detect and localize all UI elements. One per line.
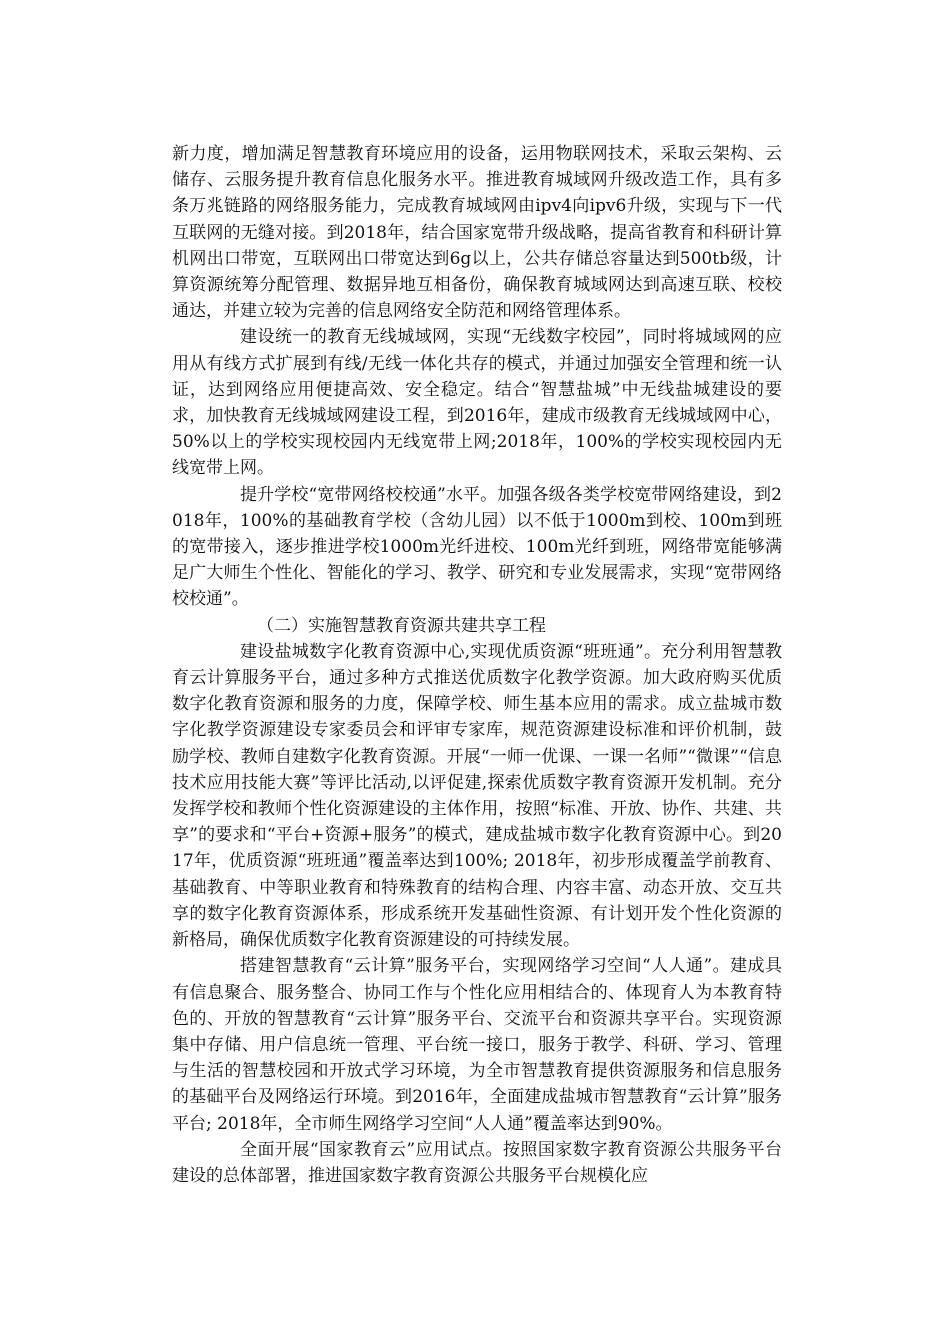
paragraph-wireless-metro-network: 建设统一的教育无线城域网，实现“无线数字校园”，同时将城域网的应用从有线方式扩展到有线/无线一体化共存的模式，并通过加强安全管理和统一认证，达到网络应用便捷高效、安全稳定。结合“智慧盐城”中无线盐城建设的要求，加快教育无线城域网建设工程，到2016年，建成市级教育无线城域网中心，50%以上的学校实现校园内无线宽带上网;2018年，100%的学校实现校园内无线宽带上网。	[172, 327, 782, 479]
paragraph-network-upgrade: 新力度，增加满足智慧教育环境应用的设备，运用物联网技术，采取云架构、云储存、云服务提升教育信息化服务水平。推进教育城域网升级改造工作，具有多条万兆链路的网络服务能力，完成教育城域网由ipv4向ipv6升级，实现与下一代互联网的无缝对接。到2018年，结合国家宽带升级战略，提高省教育和科研计算机网出口带宽，互联网出口带宽达到6g以上，公共存储总容量达到500tb级，计算资源统筹分配管理、数据异地互相备份，确保教育城域网达到高速互联、校校通达，并建立较为完善的信息网络安全防范和网络管理体系。	[172, 144, 782, 322]
document-page	[172, 141, 782, 1189]
paragraph-cloud-computing-platform: 搭建智慧教育“云计算”服务平台，实现网络学习空间“人人通”。建成具有信息聚合、服务整合、协同工作与个性化应用相结合的、体现育人为本教育特色的、开放的智慧教育“云计算”服务平台、交流平台和资源共享平台。实现资源集中存储、用户信息统一管理、平台统一接口，服务于教学、科研、学习、管理与生活的智慧校园和开放式学习环境，为全市智慧教育提供资源服务和信息服务的基础平台及网络运行环境。到2016年，全面建成盐城市智慧教育“云计算”服务平台; 2018年，全市师生网络学习空间“人人通”覆盖率达到90%。	[172, 956, 782, 1134]
paragraph-national-education-cloud: 全面开展“国家教育云”应用试点。按照国家数字教育资源公共服务平台建设的总体部署，推进国家数字教育资源公共服务平台规模化应	[172, 1139, 782, 1186]
paragraph-digital-resource-center: 建设盐城数字化教育资源中心,实现优质资源“班班通”。充分利用智慧教育云计算服务平台，通过多种方式推送优质数字化教学资源。加大政府购买优质数字化教育资源和服务的力度，保障学校、师生基本应用的需求。成立盐城市数字化教学资源建设专家委员会和评审专家库，规范资源建设标准和评价机制，鼓励学校、教师自建数字化教育资源。开展“一师一优课、一课一名师”“微课”“信息技术应用技能大赛”等评比活动,以评促建,探索优质数字教育资源开发机制。充分发挥学校和教师个性化资源建设的主体作用，按照“标准、开放、协作、共建、共享”的要求和“平台+资源+服务”的模式，建成盐城市数字化教育资源中心。到2017年，优质资源“班班通”覆盖率达到100%; 2018年，初步形成覆盖学前教育、基础教育、中等职业教育和特殊教育的结构合理、内容丰富、动态开放、交互共享的数字化教育资源体系，形成系统开发基础性资源、有计划开发个性化资源的新格局，确保优质数字化教育资源建设的可持续发展。	[172, 641, 782, 951]
section-heading-resource-sharing: （二）实施智慧教育资源共建共享工程	[257, 615, 546, 636]
paragraph-broadband-school-access: 提升学校“宽带网络校校通”水平。加强各级各类学校宽带网络建设，到2018年，100%的基础教育学校（含幼儿园）以不低于1000m到校、100m到班的宽带接入，逐步推进学校1000m光纤进校、100m光纤到班，网络带宽能够满足广大师生个性化、智能化的学习、教学、研究和专业发展需求，实现“宽带网络校校通”。	[172, 484, 782, 610]
